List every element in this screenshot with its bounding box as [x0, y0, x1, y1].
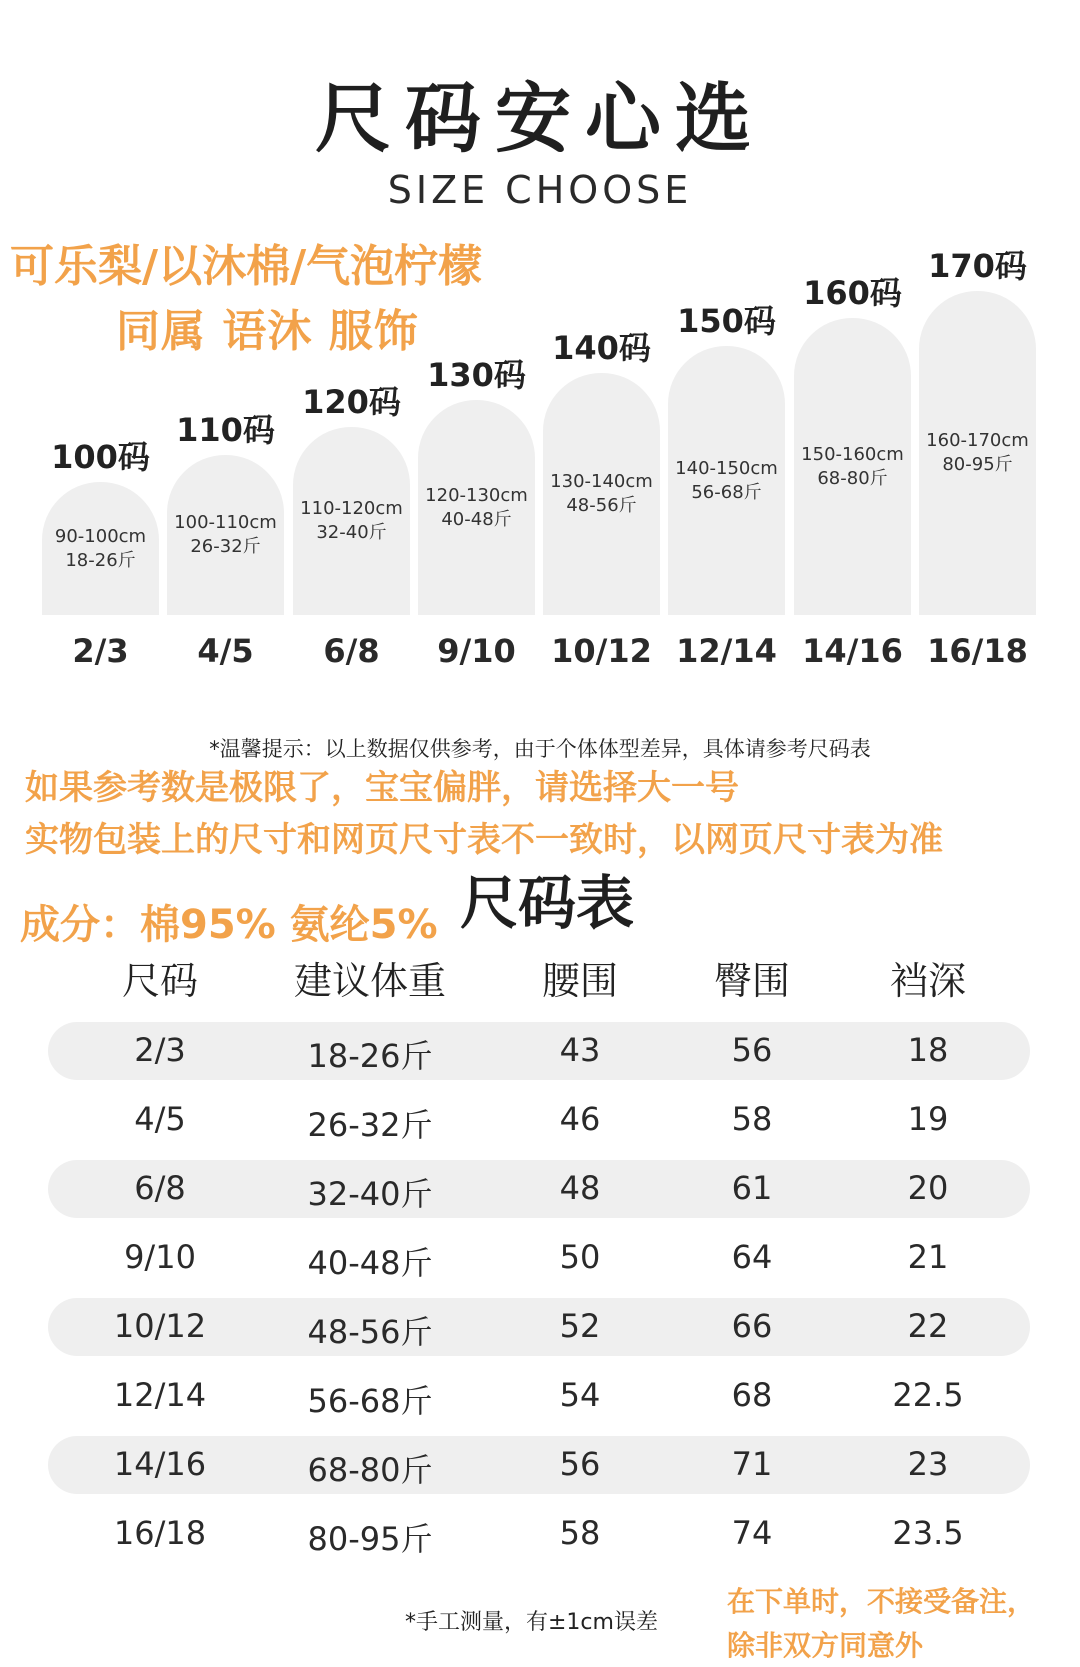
table-cell: 4/5 — [134, 1100, 186, 1138]
table-cell: 68 — [731, 1376, 773, 1414]
size-arch — [293, 427, 410, 615]
table-cell: 61 — [731, 1169, 773, 1207]
arch-weight-range: 26-32斤 — [190, 536, 261, 557]
table-cell: 22.5 — [892, 1376, 964, 1414]
table-cell: 22 — [907, 1307, 949, 1345]
arch-weight-range: 68-80斤 — [817, 467, 888, 489]
table-cell: 64 — [731, 1238, 773, 1276]
table-cell: 43 — [559, 1031, 601, 1069]
size-arch — [167, 455, 284, 615]
table-cell: 56-68斤 — [307, 1382, 433, 1420]
arch-height-range: 90-100cm — [54, 525, 147, 547]
size-up-note: 如果参考数是极限了，宝宝偏胖，请选择大一号 — [25, 768, 739, 808]
table-cell: 10/12 — [113, 1307, 207, 1345]
size-code-label: 140码 — [552, 329, 651, 367]
arch-weight-range: 56-68斤 — [691, 481, 762, 503]
order-note-line-1: 在下单时，不接受备注， — [727, 1585, 1036, 1618]
table-cell: 23.5 — [892, 1514, 964, 1552]
age-label: 10/12 — [551, 632, 652, 670]
measurement-note: *手工测量，有±1cm误差 — [405, 1610, 658, 1635]
size-arch — [794, 318, 911, 615]
brand-line-1: 可乐梨/以沐棉/气泡柠檬 — [10, 241, 483, 292]
table-cell: 56 — [559, 1445, 601, 1483]
table-cell: 32-40斤 — [307, 1175, 433, 1213]
size-arch — [668, 346, 785, 615]
table-cell: 21 — [907, 1238, 949, 1276]
table-cell: 9/10 — [124, 1238, 196, 1276]
table-cell: 54 — [559, 1376, 601, 1414]
table-cell: 6/8 — [134, 1169, 186, 1207]
table-cell: 16/18 — [113, 1514, 207, 1552]
table-cell: 40-48斤 — [307, 1244, 433, 1282]
arch-height-range: 150-160cm — [801, 443, 904, 465]
table-cell: 48 — [559, 1169, 601, 1207]
size-arch — [919, 291, 1036, 615]
arch-weight-range: 18-26斤 — [65, 549, 136, 571]
age-label: 9/10 — [437, 632, 516, 670]
size-arch — [418, 400, 535, 615]
age-label: 14/16 — [802, 632, 903, 670]
arch-height-range: 120-130cm — [425, 484, 528, 506]
arch-weight-range: 80-95斤 — [942, 454, 1013, 475]
age-label: 6/8 — [323, 632, 380, 670]
size-code-label: 100码 — [51, 438, 150, 476]
page-title: 尺码安心选 — [315, 74, 765, 163]
table-cell: 26-32斤 — [307, 1106, 433, 1144]
table-cell: 14/16 — [113, 1445, 207, 1483]
arch-height-range: 110-120cm — [300, 498, 403, 519]
table-cell: 46 — [559, 1100, 601, 1138]
size-code-label: 150码 — [677, 302, 776, 340]
table-cell: 20 — [907, 1169, 949, 1207]
size-code-label: 130码 — [427, 356, 526, 394]
table-cell: 71 — [731, 1445, 773, 1483]
composition-note: 成分：棉95% 氨纶5% — [20, 902, 438, 948]
table-cell: 12/14 — [113, 1376, 207, 1414]
arch-height-range: 140-150cm — [675, 457, 778, 479]
size-arch — [543, 373, 660, 615]
arch-weight-range: 48-56斤 — [566, 495, 637, 516]
reference-tip: *温馨提示：以上数据仅供参考，由于个体体型差异，具体请参考尺码表 — [209, 737, 871, 761]
arch-weight-range: 32-40斤 — [316, 522, 387, 543]
order-note-line-2: 除非双方同意外 — [727, 1629, 924, 1662]
table-cell: 2/3 — [134, 1031, 186, 1069]
header-hip: 臀围 — [713, 959, 790, 1003]
age-label: 4/5 — [197, 632, 254, 670]
table-cell: 56 — [731, 1031, 773, 1069]
table-cell: 23 — [907, 1445, 949, 1483]
table-cell: 52 — [559, 1307, 601, 1345]
header-size: 尺码 — [121, 959, 198, 1003]
table-cell: 58 — [731, 1100, 773, 1138]
size-code-label: 110码 — [176, 411, 275, 449]
table-cell: 50 — [559, 1238, 601, 1276]
size-table-title: 尺码表 — [460, 869, 635, 937]
table-cell: 68-80斤 — [307, 1451, 433, 1489]
age-label: 12/14 — [676, 632, 777, 670]
table-cell: 58 — [559, 1514, 601, 1552]
table-cell: 66 — [731, 1307, 773, 1345]
arch-height-range: 130-140cm — [550, 471, 653, 492]
age-label: 16/18 — [927, 632, 1028, 670]
brand-line-2: 同属 语沐 服饰 — [116, 306, 419, 357]
arch-weight-range: 40-48斤 — [441, 508, 512, 530]
size-code-label: 160码 — [803, 274, 902, 312]
table-cell: 48-56斤 — [307, 1313, 433, 1351]
age-label: 2/3 — [72, 632, 129, 670]
table-cell: 74 — [731, 1514, 773, 1552]
header-rise: 裆深 — [889, 959, 966, 1003]
header-weight: 建议体重 — [293, 959, 446, 1003]
arch-height-range: 160-170cm — [926, 430, 1029, 451]
header-waist: 腰围 — [541, 959, 618, 1003]
table-cell: 18-26斤 — [307, 1037, 433, 1075]
table-cell: 19 — [907, 1100, 949, 1138]
packaging-note: 实物包装上的尺寸和网页尺寸表不一致时，以网页尺寸表为准 — [25, 820, 943, 860]
arch-height-range: 100-110cm — [174, 512, 277, 533]
size-code-label: 170码 — [928, 247, 1027, 285]
page-subtitle: SIZE CHOOSE — [387, 168, 693, 212]
size-code-label: 120码 — [302, 383, 401, 421]
table-cell: 18 — [907, 1031, 949, 1069]
size-arch — [42, 482, 159, 615]
table-cell: 80-95斤 — [307, 1520, 433, 1558]
